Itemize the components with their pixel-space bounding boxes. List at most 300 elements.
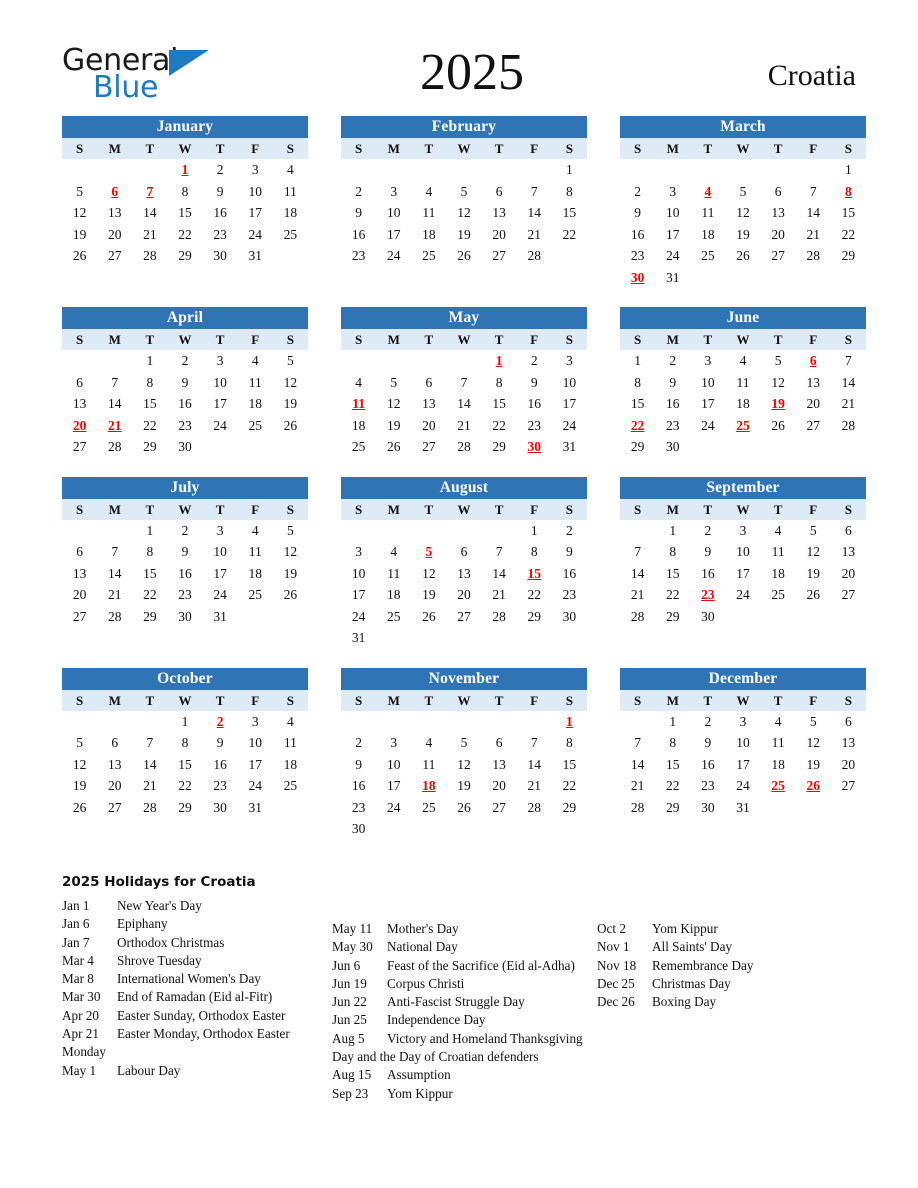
day-cell[interactable]: 16 bbox=[167, 393, 202, 415]
day-cell[interactable]: 3 bbox=[690, 350, 725, 372]
day-cell[interactable]: 28 bbox=[796, 245, 831, 267]
day-cell[interactable]: 3 bbox=[376, 181, 411, 203]
day-cell[interactable]: 3 bbox=[341, 541, 376, 563]
day-cell[interactable]: 28 bbox=[97, 606, 132, 628]
day-cell[interactable]: 12 bbox=[725, 202, 760, 224]
day-cell[interactable]: 8 bbox=[655, 732, 690, 754]
day-cell[interactable]: 28 bbox=[132, 245, 167, 267]
day-cell[interactable]: 26 bbox=[796, 584, 831, 606]
day-cell[interactable]: 6 bbox=[831, 711, 866, 733]
day-cell[interactable]: 12 bbox=[446, 754, 481, 776]
day-cell[interactable]: 17 bbox=[725, 754, 760, 776]
day-cell[interactable]: 29 bbox=[655, 797, 690, 819]
day-cell[interactable]: 23 bbox=[655, 415, 690, 437]
day-cell[interactable]: 21 bbox=[132, 775, 167, 797]
day-cell[interactable]: 8 bbox=[132, 541, 167, 563]
day-cell[interactable]: 24 bbox=[203, 415, 238, 437]
day-cell[interactable]: 3 bbox=[376, 732, 411, 754]
day-cell[interactable]: 5 bbox=[273, 520, 308, 542]
day-cell[interactable]: 20 bbox=[62, 584, 97, 606]
day-cell[interactable]: 23 bbox=[552, 584, 587, 606]
day-cell[interactable]: 12 bbox=[796, 732, 831, 754]
day-cell[interactable]: 7 bbox=[620, 541, 655, 563]
day-cell[interactable]: 16 bbox=[341, 775, 376, 797]
day-cell[interactable]: 7 bbox=[446, 372, 481, 394]
day-cell[interactable]: 5 bbox=[725, 181, 760, 203]
day-cell[interactable]: 3 bbox=[655, 181, 690, 203]
day-cell[interactable]: 25 bbox=[341, 436, 376, 458]
day-cell[interactable]: 26 bbox=[725, 245, 760, 267]
day-cell[interactable]: 19 bbox=[796, 754, 831, 776]
day-cell[interactable]: 19 bbox=[376, 415, 411, 437]
day-cell[interactable]: 13 bbox=[831, 732, 866, 754]
day-cell[interactable]: 6 bbox=[761, 181, 796, 203]
day-cell[interactable]: 15 bbox=[132, 563, 167, 585]
day-cell[interactable]: 20 bbox=[482, 224, 517, 246]
day-cell[interactable]: 2 bbox=[690, 520, 725, 542]
day-cell[interactable]: 20 bbox=[97, 224, 132, 246]
day-cell[interactable]: 7 bbox=[132, 732, 167, 754]
day-cell[interactable]: 4 bbox=[238, 520, 273, 542]
day-cell-holiday[interactable]: 7 bbox=[132, 181, 167, 203]
day-cell[interactable]: 3 bbox=[238, 159, 273, 181]
day-cell[interactable]: 3 bbox=[552, 350, 587, 372]
day-cell[interactable]: 9 bbox=[552, 541, 587, 563]
day-cell[interactable]: 4 bbox=[761, 711, 796, 733]
day-cell[interactable]: 9 bbox=[690, 732, 725, 754]
day-cell[interactable]: 27 bbox=[831, 775, 866, 797]
day-cell[interactable]: 21 bbox=[796, 224, 831, 246]
day-cell[interactable]: 22 bbox=[831, 224, 866, 246]
day-cell[interactable]: 31 bbox=[655, 267, 690, 289]
day-cell[interactable]: 2 bbox=[203, 159, 238, 181]
day-cell[interactable]: 6 bbox=[411, 372, 446, 394]
day-cell[interactable]: 4 bbox=[238, 350, 273, 372]
day-cell[interactable]: 29 bbox=[620, 436, 655, 458]
day-cell[interactable]: 3 bbox=[238, 711, 273, 733]
day-cell[interactable]: 7 bbox=[517, 181, 552, 203]
day-cell[interactable]: 14 bbox=[796, 202, 831, 224]
day-cell[interactable]: 16 bbox=[690, 563, 725, 585]
day-cell[interactable]: 13 bbox=[482, 754, 517, 776]
day-cell[interactable]: 14 bbox=[446, 393, 481, 415]
day-cell[interactable]: 10 bbox=[655, 202, 690, 224]
day-cell[interactable]: 7 bbox=[97, 541, 132, 563]
day-cell[interactable]: 10 bbox=[690, 372, 725, 394]
day-cell[interactable]: 17 bbox=[655, 224, 690, 246]
day-cell[interactable]: 10 bbox=[238, 732, 273, 754]
day-cell[interactable]: 11 bbox=[273, 181, 308, 203]
day-cell[interactable]: 27 bbox=[97, 797, 132, 819]
day-cell[interactable]: 27 bbox=[62, 606, 97, 628]
day-cell[interactable]: 20 bbox=[761, 224, 796, 246]
day-cell-holiday[interactable]: 18 bbox=[411, 775, 446, 797]
day-cell[interactable]: 14 bbox=[517, 754, 552, 776]
day-cell[interactable]: 1 bbox=[517, 520, 552, 542]
day-cell[interactable]: 18 bbox=[761, 563, 796, 585]
day-cell[interactable]: 4 bbox=[761, 520, 796, 542]
day-cell[interactable]: 25 bbox=[273, 224, 308, 246]
day-cell[interactable]: 27 bbox=[482, 797, 517, 819]
day-cell[interactable]: 7 bbox=[796, 181, 831, 203]
day-cell[interactable]: 31 bbox=[552, 436, 587, 458]
day-cell[interactable]: 19 bbox=[725, 224, 760, 246]
day-cell[interactable]: 11 bbox=[238, 372, 273, 394]
day-cell[interactable]: 14 bbox=[620, 563, 655, 585]
day-cell[interactable]: 22 bbox=[552, 775, 587, 797]
day-cell[interactable]: 10 bbox=[238, 181, 273, 203]
day-cell[interactable]: 26 bbox=[62, 245, 97, 267]
day-cell[interactable]: 30 bbox=[690, 606, 725, 628]
day-cell[interactable]: 10 bbox=[552, 372, 587, 394]
day-cell[interactable]: 3 bbox=[725, 520, 760, 542]
day-cell[interactable]: 13 bbox=[831, 541, 866, 563]
day-cell[interactable]: 1 bbox=[655, 711, 690, 733]
day-cell[interactable]: 9 bbox=[517, 372, 552, 394]
day-cell[interactable]: 16 bbox=[620, 224, 655, 246]
day-cell[interactable]: 23 bbox=[690, 775, 725, 797]
day-cell[interactable]: 29 bbox=[552, 797, 587, 819]
day-cell[interactable]: 4 bbox=[376, 541, 411, 563]
day-cell[interactable]: 23 bbox=[203, 775, 238, 797]
day-cell[interactable]: 18 bbox=[341, 415, 376, 437]
day-cell[interactable]: 15 bbox=[132, 393, 167, 415]
day-cell[interactable]: 6 bbox=[62, 541, 97, 563]
day-cell[interactable]: 24 bbox=[725, 584, 760, 606]
day-cell[interactable]: 12 bbox=[796, 541, 831, 563]
day-cell[interactable]: 8 bbox=[517, 541, 552, 563]
day-cell[interactable]: 3 bbox=[203, 350, 238, 372]
day-cell[interactable]: 2 bbox=[552, 520, 587, 542]
day-cell-holiday[interactable]: 1 bbox=[167, 159, 202, 181]
day-cell-holiday[interactable]: 2 bbox=[203, 711, 238, 733]
day-cell-holiday[interactable]: 6 bbox=[97, 181, 132, 203]
day-cell[interactable]: 21 bbox=[132, 224, 167, 246]
day-cell[interactable]: 2 bbox=[655, 350, 690, 372]
day-cell[interactable]: 26 bbox=[411, 606, 446, 628]
day-cell[interactable]: 4 bbox=[341, 372, 376, 394]
day-cell[interactable]: 16 bbox=[203, 754, 238, 776]
day-cell[interactable]: 22 bbox=[167, 224, 202, 246]
day-cell[interactable]: 16 bbox=[655, 393, 690, 415]
day-cell[interactable]: 21 bbox=[517, 224, 552, 246]
day-cell[interactable]: 12 bbox=[411, 563, 446, 585]
day-cell[interactable]: 25 bbox=[273, 775, 308, 797]
day-cell[interactable]: 13 bbox=[62, 393, 97, 415]
day-cell[interactable]: 17 bbox=[376, 775, 411, 797]
day-cell[interactable]: 19 bbox=[273, 393, 308, 415]
day-cell[interactable]: 14 bbox=[517, 202, 552, 224]
day-cell[interactable]: 5 bbox=[796, 711, 831, 733]
day-cell[interactable]: 18 bbox=[725, 393, 760, 415]
day-cell[interactable]: 3 bbox=[203, 520, 238, 542]
day-cell[interactable]: 23 bbox=[167, 415, 202, 437]
day-cell[interactable]: 25 bbox=[411, 797, 446, 819]
day-cell[interactable]: 6 bbox=[97, 732, 132, 754]
day-cell[interactable]: 19 bbox=[446, 224, 481, 246]
day-cell[interactable]: 22 bbox=[552, 224, 587, 246]
day-cell[interactable]: 23 bbox=[620, 245, 655, 267]
day-cell-holiday[interactable]: 25 bbox=[761, 775, 796, 797]
day-cell[interactable]: 5 bbox=[796, 520, 831, 542]
day-cell[interactable]: 8 bbox=[552, 732, 587, 754]
day-cell[interactable]: 29 bbox=[831, 245, 866, 267]
day-cell[interactable]: 1 bbox=[620, 350, 655, 372]
day-cell[interactable]: 24 bbox=[690, 415, 725, 437]
day-cell[interactable]: 3 bbox=[725, 711, 760, 733]
day-cell[interactable]: 25 bbox=[690, 245, 725, 267]
day-cell[interactable]: 22 bbox=[655, 584, 690, 606]
day-cell-holiday[interactable]: 20 bbox=[62, 415, 97, 437]
day-cell[interactable]: 11 bbox=[411, 202, 446, 224]
day-cell[interactable]: 10 bbox=[725, 732, 760, 754]
day-cell[interactable]: 19 bbox=[273, 563, 308, 585]
day-cell[interactable]: 8 bbox=[620, 372, 655, 394]
day-cell[interactable]: 6 bbox=[482, 732, 517, 754]
day-cell[interactable]: 5 bbox=[376, 372, 411, 394]
day-cell[interactable]: 12 bbox=[273, 372, 308, 394]
day-cell[interactable]: 9 bbox=[341, 202, 376, 224]
day-cell[interactable]: 6 bbox=[482, 181, 517, 203]
day-cell[interactable]: 10 bbox=[341, 563, 376, 585]
day-cell-holiday[interactable]: 1 bbox=[552, 711, 587, 733]
day-cell[interactable]: 29 bbox=[132, 606, 167, 628]
day-cell[interactable]: 27 bbox=[482, 245, 517, 267]
day-cell[interactable]: 15 bbox=[482, 393, 517, 415]
day-cell[interactable]: 14 bbox=[97, 393, 132, 415]
day-cell[interactable]: 12 bbox=[62, 754, 97, 776]
day-cell[interactable]: 18 bbox=[273, 202, 308, 224]
day-cell[interactable]: 9 bbox=[167, 372, 202, 394]
day-cell[interactable]: 12 bbox=[273, 541, 308, 563]
day-cell[interactable]: 30 bbox=[341, 818, 376, 840]
day-cell-holiday[interactable]: 5 bbox=[411, 541, 446, 563]
day-cell[interactable]: 14 bbox=[831, 372, 866, 394]
day-cell[interactable]: 27 bbox=[796, 415, 831, 437]
day-cell[interactable]: 4 bbox=[273, 711, 308, 733]
day-cell[interactable]: 21 bbox=[831, 393, 866, 415]
day-cell-holiday[interactable]: 19 bbox=[761, 393, 796, 415]
day-cell[interactable]: 6 bbox=[446, 541, 481, 563]
day-cell[interactable]: 19 bbox=[411, 584, 446, 606]
day-cell[interactable]: 8 bbox=[167, 732, 202, 754]
day-cell[interactable]: 19 bbox=[446, 775, 481, 797]
day-cell[interactable]: 27 bbox=[97, 245, 132, 267]
day-cell[interactable]: 7 bbox=[831, 350, 866, 372]
day-cell[interactable]: 9 bbox=[690, 541, 725, 563]
day-cell[interactable]: 29 bbox=[132, 436, 167, 458]
day-cell[interactable]: 17 bbox=[376, 224, 411, 246]
day-cell[interactable]: 20 bbox=[97, 775, 132, 797]
day-cell[interactable]: 17 bbox=[341, 584, 376, 606]
day-cell[interactable]: 25 bbox=[238, 415, 273, 437]
day-cell[interactable]: 2 bbox=[341, 181, 376, 203]
day-cell-holiday[interactable]: 26 bbox=[796, 775, 831, 797]
day-cell-holiday[interactable]: 15 bbox=[517, 563, 552, 585]
day-cell[interactable]: 30 bbox=[655, 436, 690, 458]
day-cell[interactable]: 24 bbox=[376, 797, 411, 819]
day-cell[interactable]: 24 bbox=[725, 775, 760, 797]
day-cell[interactable]: 24 bbox=[238, 224, 273, 246]
day-cell[interactable]: 13 bbox=[62, 563, 97, 585]
day-cell[interactable]: 26 bbox=[761, 415, 796, 437]
day-cell[interactable]: 13 bbox=[97, 202, 132, 224]
day-cell[interactable]: 10 bbox=[203, 372, 238, 394]
day-cell[interactable]: 10 bbox=[376, 754, 411, 776]
day-cell[interactable]: 26 bbox=[446, 797, 481, 819]
day-cell[interactable]: 9 bbox=[203, 732, 238, 754]
day-cell[interactable]: 23 bbox=[517, 415, 552, 437]
day-cell[interactable]: 2 bbox=[620, 181, 655, 203]
day-cell[interactable]: 18 bbox=[761, 754, 796, 776]
day-cell[interactable]: 1 bbox=[655, 520, 690, 542]
day-cell[interactable]: 12 bbox=[761, 372, 796, 394]
day-cell[interactable]: 11 bbox=[273, 732, 308, 754]
day-cell[interactable]: 8 bbox=[655, 541, 690, 563]
day-cell[interactable]: 24 bbox=[238, 775, 273, 797]
day-cell[interactable]: 26 bbox=[62, 797, 97, 819]
day-cell[interactable]: 2 bbox=[167, 520, 202, 542]
day-cell[interactable]: 14 bbox=[97, 563, 132, 585]
day-cell[interactable]: 19 bbox=[62, 224, 97, 246]
day-cell[interactable]: 5 bbox=[273, 350, 308, 372]
day-cell[interactable]: 5 bbox=[62, 181, 97, 203]
day-cell[interactable]: 21 bbox=[446, 415, 481, 437]
day-cell[interactable]: 24 bbox=[376, 245, 411, 267]
day-cell[interactable]: 13 bbox=[761, 202, 796, 224]
day-cell[interactable]: 20 bbox=[796, 393, 831, 415]
day-cell[interactable]: 9 bbox=[620, 202, 655, 224]
day-cell[interactable]: 28 bbox=[517, 245, 552, 267]
day-cell[interactable]: 19 bbox=[796, 563, 831, 585]
day-cell[interactable]: 6 bbox=[831, 520, 866, 542]
day-cell[interactable]: 21 bbox=[517, 775, 552, 797]
day-cell[interactable]: 4 bbox=[411, 732, 446, 754]
day-cell[interactable]: 16 bbox=[167, 563, 202, 585]
day-cell[interactable]: 21 bbox=[620, 775, 655, 797]
day-cell[interactable]: 10 bbox=[203, 541, 238, 563]
day-cell[interactable]: 13 bbox=[482, 202, 517, 224]
day-cell[interactable]: 19 bbox=[62, 775, 97, 797]
day-cell[interactable]: 10 bbox=[376, 202, 411, 224]
day-cell[interactable]: 11 bbox=[725, 372, 760, 394]
day-cell[interactable]: 27 bbox=[761, 245, 796, 267]
day-cell[interactable]: 27 bbox=[446, 606, 481, 628]
day-cell[interactable]: 15 bbox=[831, 202, 866, 224]
day-cell[interactable]: 17 bbox=[203, 563, 238, 585]
day-cell[interactable]: 26 bbox=[376, 436, 411, 458]
day-cell[interactable]: 30 bbox=[167, 436, 202, 458]
day-cell[interactable]: 23 bbox=[341, 797, 376, 819]
day-cell[interactable]: 1 bbox=[167, 711, 202, 733]
day-cell[interactable]: 17 bbox=[690, 393, 725, 415]
day-cell[interactable]: 28 bbox=[620, 797, 655, 819]
day-cell[interactable]: 15 bbox=[167, 202, 202, 224]
day-cell[interactable]: 30 bbox=[203, 245, 238, 267]
day-cell[interactable]: 5 bbox=[446, 732, 481, 754]
day-cell[interactable]: 10 bbox=[725, 541, 760, 563]
day-cell[interactable]: 28 bbox=[482, 606, 517, 628]
day-cell[interactable]: 29 bbox=[655, 606, 690, 628]
day-cell[interactable]: 22 bbox=[655, 775, 690, 797]
day-cell-holiday[interactable]: 8 bbox=[831, 181, 866, 203]
day-cell[interactable]: 28 bbox=[620, 606, 655, 628]
day-cell[interactable]: 17 bbox=[725, 563, 760, 585]
day-cell[interactable]: 12 bbox=[376, 393, 411, 415]
day-cell[interactable]: 31 bbox=[725, 797, 760, 819]
day-cell[interactable]: 24 bbox=[552, 415, 587, 437]
day-cell[interactable]: 18 bbox=[273, 754, 308, 776]
day-cell[interactable]: 2 bbox=[167, 350, 202, 372]
day-cell[interactable]: 18 bbox=[238, 393, 273, 415]
day-cell[interactable]: 27 bbox=[831, 584, 866, 606]
day-cell[interactable]: 25 bbox=[761, 584, 796, 606]
day-cell[interactable]: 11 bbox=[761, 541, 796, 563]
day-cell[interactable]: 11 bbox=[238, 541, 273, 563]
day-cell[interactable]: 17 bbox=[552, 393, 587, 415]
day-cell[interactable]: 22 bbox=[167, 775, 202, 797]
day-cell[interactable]: 5 bbox=[62, 732, 97, 754]
day-cell[interactable]: 31 bbox=[341, 627, 376, 649]
day-cell[interactable]: 15 bbox=[552, 754, 587, 776]
day-cell[interactable]: 28 bbox=[517, 797, 552, 819]
day-cell[interactable]: 31 bbox=[238, 797, 273, 819]
day-cell[interactable]: 18 bbox=[238, 563, 273, 585]
day-cell[interactable]: 23 bbox=[203, 224, 238, 246]
day-cell[interactable]: 20 bbox=[446, 584, 481, 606]
day-cell[interactable]: 21 bbox=[97, 584, 132, 606]
day-cell[interactable]: 28 bbox=[446, 436, 481, 458]
day-cell[interactable]: 21 bbox=[482, 584, 517, 606]
day-cell-holiday[interactable]: 23 bbox=[690, 584, 725, 606]
day-cell[interactable]: 31 bbox=[238, 245, 273, 267]
day-cell[interactable]: 30 bbox=[167, 606, 202, 628]
day-cell[interactable]: 12 bbox=[62, 202, 97, 224]
day-cell[interactable]: 29 bbox=[167, 797, 202, 819]
day-cell[interactable]: 15 bbox=[620, 393, 655, 415]
day-cell[interactable]: 4 bbox=[273, 159, 308, 181]
day-cell-holiday[interactable]: 4 bbox=[690, 181, 725, 203]
day-cell[interactable]: 30 bbox=[552, 606, 587, 628]
day-cell-holiday[interactable]: 30 bbox=[517, 436, 552, 458]
day-cell[interactable]: 7 bbox=[97, 372, 132, 394]
day-cell[interactable]: 17 bbox=[203, 393, 238, 415]
day-cell[interactable]: 27 bbox=[62, 436, 97, 458]
day-cell[interactable]: 28 bbox=[97, 436, 132, 458]
day-cell[interactable]: 13 bbox=[97, 754, 132, 776]
day-cell[interactable]: 27 bbox=[411, 436, 446, 458]
day-cell[interactable]: 11 bbox=[761, 732, 796, 754]
day-cell[interactable]: 15 bbox=[655, 563, 690, 585]
day-cell[interactable]: 20 bbox=[482, 775, 517, 797]
day-cell[interactable]: 14 bbox=[132, 202, 167, 224]
day-cell[interactable]: 17 bbox=[238, 202, 273, 224]
day-cell[interactable]: 1 bbox=[132, 520, 167, 542]
day-cell[interactable]: 24 bbox=[203, 584, 238, 606]
day-cell[interactable]: 15 bbox=[655, 754, 690, 776]
day-cell[interactable]: 23 bbox=[167, 584, 202, 606]
day-cell[interactable]: 1 bbox=[552, 159, 587, 181]
day-cell[interactable]: 28 bbox=[831, 415, 866, 437]
day-cell[interactable]: 20 bbox=[831, 754, 866, 776]
day-cell[interactable]: 7 bbox=[620, 732, 655, 754]
day-cell[interactable]: 2 bbox=[341, 732, 376, 754]
day-cell[interactable]: 4 bbox=[725, 350, 760, 372]
day-cell[interactable]: 9 bbox=[203, 181, 238, 203]
day-cell[interactable]: 25 bbox=[411, 245, 446, 267]
day-cell[interactable]: 9 bbox=[655, 372, 690, 394]
day-cell[interactable]: 30 bbox=[690, 797, 725, 819]
